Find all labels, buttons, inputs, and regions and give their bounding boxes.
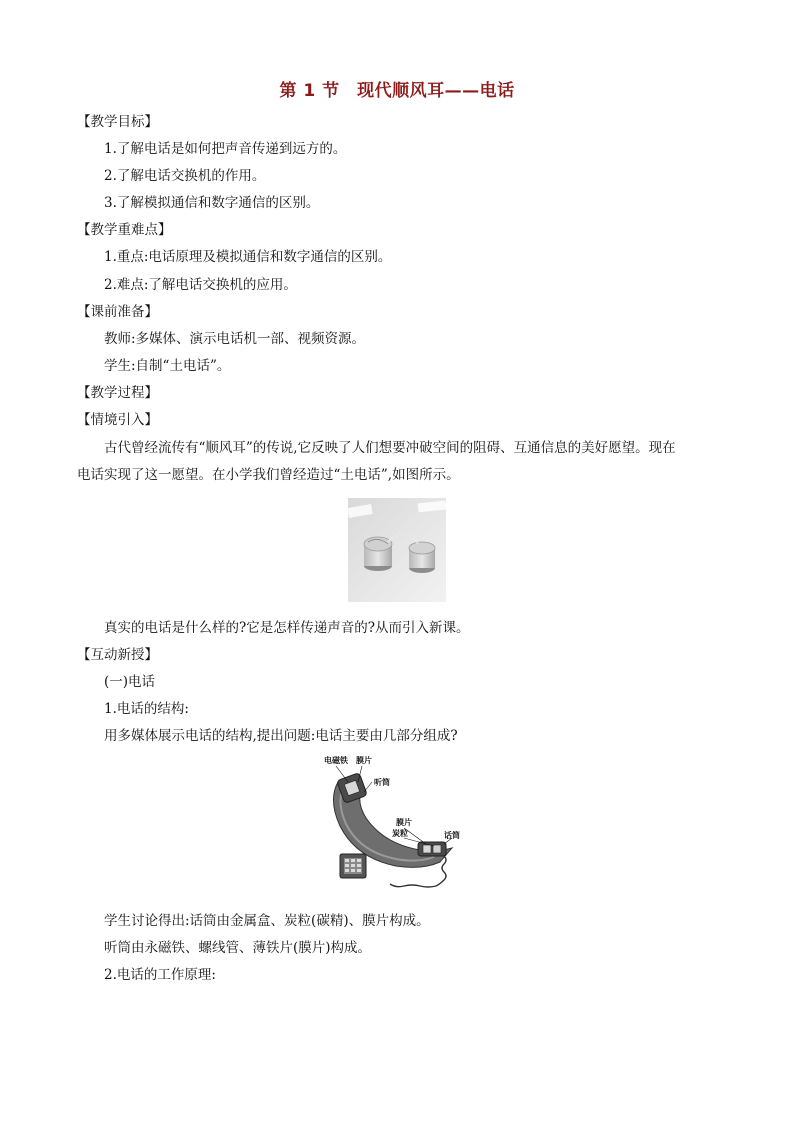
section-heading-objectives: 【教学目标】 (77, 114, 158, 130)
section-heading-introduction: 【情境引入】 (77, 412, 158, 428)
discussion-transmitter: 学生讨论得出:话筒由金属盒、炭粒(碳精)、膜片构成。 (104, 913, 430, 929)
objective-2: 2.了解电话交换机的作用。 (104, 168, 266, 184)
telephone-structure-heading: 1.电话的结构: (104, 701, 189, 717)
discussion-receiver: 听筒由永磁铁、螺线管、薄铁片(膜片)构成。 (104, 940, 372, 956)
page-title: 第 1 节 现代顺风耳——电话 (279, 81, 515, 101)
label-electromagnet: 电磁铁 (324, 756, 348, 765)
label-diaphragm-receiver: 膜片 (356, 756, 372, 765)
section-heading-preparation: 【课前准备】 (77, 304, 158, 320)
handset-illustration (322, 752, 472, 890)
student-preparation: 学生:自制“土电话”。 (104, 358, 231, 374)
intro-paragraph-line-1: 古代曾经流传有“顺风耳”的传说,它反映了人们想要冲破空间的阻碍、互通信息的美好愿望。现在 (104, 440, 676, 456)
label-diaphragm-transmitter: 膜片 (396, 818, 412, 827)
section-heading-process: 【教学过程】 (77, 385, 158, 401)
intro-paragraph-line-2: 电话实现了这一愿望。在小学我们曾经造过“土电话”,如图所示。 (77, 467, 460, 483)
teacher-preparation: 教师:多媒体、演示电话机一部、视频资源。 (104, 331, 366, 347)
objective-3: 3.了解模拟通信和数字通信的区别。 (104, 195, 320, 211)
structure-question: 用多媒体展示电话的结构,提出问题:电话主要由几部分组成? (104, 728, 458, 744)
telephone-structure-diagram (322, 752, 472, 890)
working-principle-heading: 2.电话的工作原理: (104, 967, 216, 983)
difficult-point: 2.难点:了解电话交换机的应用。 (104, 277, 297, 293)
tin-can-telephone-photo (348, 498, 446, 602)
objective-1: 1.了解电话是如何把声音传递到远方的。 (104, 141, 347, 157)
transition-sentence: 真实的电话是什么样的?它是怎样传递声音的?从而引入新课。 (104, 620, 470, 636)
section-heading-key-points: 【教学重难点】 (77, 222, 172, 238)
tin-can-telephone-illustration (348, 498, 446, 602)
label-transmitter: 话筒 (444, 831, 460, 840)
subsection-telephone: (一)电话 (104, 674, 156, 690)
key-point: 1.重点:电话原理及模拟通信和数字通信的区别。 (104, 249, 392, 265)
section-heading-new-lesson: 【互动新授】 (77, 647, 158, 663)
label-carbon-granules: 炭粒 (392, 829, 408, 838)
label-receiver: 听筒 (374, 778, 390, 787)
